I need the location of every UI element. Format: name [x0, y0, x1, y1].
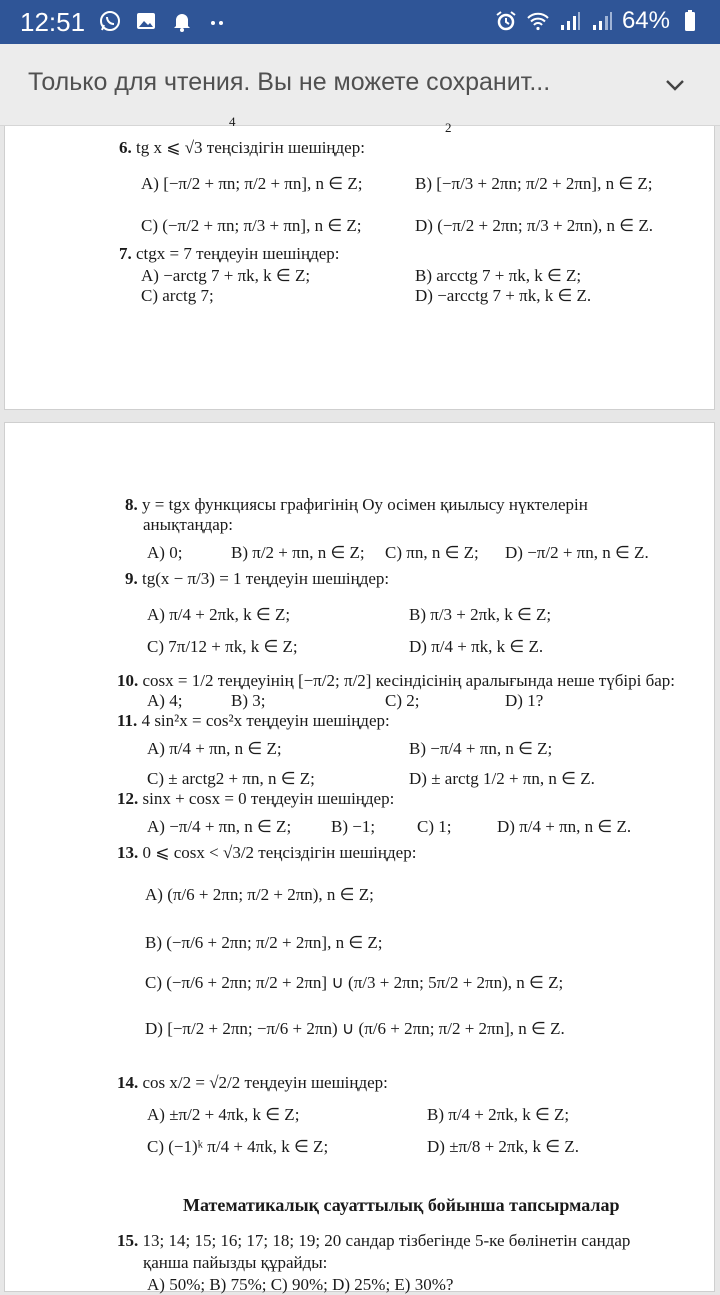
question-number: 9. — [125, 569, 138, 588]
answer-d: D) ±π/8 + 2πk, k ∈ Z. — [427, 1137, 579, 1156]
cut-off-fragment: 2 — [445, 120, 452, 135]
notification-icons — [98, 9, 230, 33]
read-only-message: Только для чтения. Вы не можете сохранит... — [28, 68, 551, 96]
answer-c: C) 2; — [385, 691, 420, 710]
answer-a: A) −arctg 7 + πk, k ∈ Z; — [141, 266, 311, 285]
battery-icon — [678, 9, 702, 33]
question-12 — [117, 789, 394, 809]
question-number: 12. — [117, 789, 139, 808]
question-6 — [119, 138, 365, 158]
answer-c: C) ± arctg2 + πn, n ∈ Z; — [147, 769, 315, 788]
answer-d: D) [−π/2 + 2πn; −π/6 + 2πn) ∪ (π/6 + 2πn; π/2 + 2πn], n ∈ Z. — [145, 1019, 565, 1038]
answer-d: D) −arcctg 7 + πk, k ∈ Z. — [415, 286, 592, 305]
answer-d: D) −π/2 + πn, n ∈ Z. — [505, 543, 649, 562]
question-text: cosx = 1/2 теңдеуінің [−π/2; π/2] кесіндісінің аралығында неше түбірі бар: — [142, 671, 675, 690]
answer-b: B) π/4 + 2πk, k ∈ Z; — [427, 1105, 570, 1124]
wifi-icon — [526, 9, 550, 33]
answer-c: C) arctg 7; — [141, 286, 214, 305]
answer-a: A) π/4 + 2πk, k ∈ Z; — [147, 605, 291, 624]
answer-d: D) ± arctg 1/2 + πn, n ∈ Z. — [409, 769, 595, 788]
section-title: Математикалық сауаттылық бойынша тапсырмалар — [183, 1195, 620, 1215]
question-text: ctgx = 7 теңдеуін шешіңдер: — [136, 244, 340, 263]
answer-a: A) [−π/2 + πn; π/2 + πn], n ∈ Z; — [141, 174, 363, 193]
answer-d: D) π/4 + πn, n ∈ Z. — [497, 817, 632, 836]
answer-b: B) −1; — [331, 817, 376, 836]
question-text: 4 sin²x = cos²x теңдеуін шешіңдер: — [141, 711, 390, 730]
answer-d: D) (−π/2 + 2πn; π/3 + 2πn), n ∈ Z. — [415, 216, 653, 235]
question-text: y = tgx функциясы графигінің Oy осімен қиылысу нүктелерін — [142, 495, 588, 514]
answer-d: D) π/4 + πk, k ∈ Z. — [409, 637, 544, 656]
document-page-2 — [4, 422, 715, 1292]
question-number: 15. — [117, 1231, 139, 1250]
answer-b: B) 3; — [231, 691, 266, 710]
question-8 — [125, 495, 588, 515]
question-text-continued: қанша пайызды құрайды: — [143, 1253, 328, 1272]
question-number: 13. — [117, 843, 139, 862]
answer-options-cut: A) 50%; B) 75%; C) 90%; D) 25%; E) 30%? — [147, 1275, 454, 1294]
answer-c: C) πn, n ∈ Z; — [385, 543, 479, 562]
alarm-clock-icon — [494, 9, 518, 33]
system-icons — [494, 7, 702, 35]
answer-b: B) π/2 + πn, n ∈ Z; — [231, 543, 365, 562]
read-only-banner[interactable] — [0, 44, 720, 126]
answer-b: B) [−π/3 + 2πn; π/2 + 2πn], n ∈ Z; — [415, 174, 653, 193]
answer-a: A) (π/6 + 2πn; π/2 + 2πn), n ∈ Z; — [145, 885, 374, 904]
question-text: 13; 14; 15; 16; 17; 18; 19; 20 сандар тізбегінде 5-ке бөлінетін сандар — [142, 1231, 631, 1250]
answer-c: C) (−1)ᵏ π/4 + 4πk, k ∈ Z; — [147, 1137, 329, 1156]
question-number: 7. — [119, 244, 132, 263]
answer-b: B) (−π/6 + 2πn; π/2 + 2πn], n ∈ Z; — [145, 933, 383, 952]
question-number: 11. — [117, 711, 138, 730]
question-text: cos x/2 = √2/2 теңдеуін шешіңдер: — [142, 1073, 388, 1092]
question-text: tg(x − π/3) = 1 теңдеуін шешіңдер: — [142, 569, 390, 588]
question-9 — [125, 569, 389, 589]
answer-b: B) π/3 + 2πk, k ∈ Z; — [409, 605, 552, 624]
answer-a: A) π/4 + πn, n ∈ Z; — [147, 739, 282, 758]
question-11 — [117, 711, 390, 731]
status-bar — [0, 0, 720, 44]
question-number: 10. — [117, 671, 139, 690]
question-14 — [117, 1073, 388, 1093]
signal-icon — [590, 9, 614, 33]
question-number: 14. — [117, 1073, 139, 1092]
alarm-bell-icon — [170, 9, 194, 33]
question-15 — [117, 1231, 630, 1251]
question-7 — [119, 244, 340, 264]
answer-a: A) 4; — [147, 691, 183, 710]
question-13 — [117, 843, 416, 863]
answer-a: A) 0; — [147, 543, 183, 562]
clock: 12:51 — [20, 7, 86, 37]
answer-c: C) 7π/12 + πk, k ∈ Z; — [147, 637, 298, 656]
whatsapp-icon — [98, 9, 122, 33]
question-number: 6. — [119, 138, 132, 157]
gallery-icon — [134, 9, 158, 33]
answer-a: A) −π/4 + πn, n ∈ Z; — [147, 817, 292, 836]
signal-icon — [558, 9, 582, 33]
answer-c: C) (−π/2 + πn; π/3 + πn], n ∈ Z; — [141, 216, 362, 235]
more-dots-icon — [206, 9, 230, 33]
cut-off-fragment: 4 — [229, 114, 236, 129]
answer-b: B) −π/4 + πn, n ∈ Z; — [409, 739, 553, 758]
chevron-down-icon[interactable] — [664, 74, 686, 96]
answer-c: C) 1; — [417, 817, 452, 836]
question-text: 0 ⩽ cosx < √3/2 теңсіздігін шешіңдер: — [142, 843, 417, 862]
answer-c: C) (−π/6 + 2πn; π/2 + 2πn] ∪ (π/3 + 2πn; 5π/2 + 2πn), n ∈ Z; — [145, 973, 564, 992]
question-10 — [117, 671, 675, 691]
battery-percent: 64% — [621, 7, 670, 34]
question-number: 8. — [125, 495, 138, 514]
document-page-1 — [4, 114, 715, 410]
question-text-continued: анықтаңдар: — [143, 515, 234, 534]
answer-b: B) arcctg 7 + πk, k ∈ Z; — [415, 266, 582, 285]
question-text: tg x ⩽ √3 теңсіздігін шешіңдер: — [136, 138, 365, 157]
question-text: sinx + cosx = 0 теңдеуін шешіңдер: — [142, 789, 395, 808]
answer-d: D) 1? — [505, 691, 544, 710]
answer-a: A) ±π/2 + 4πk, k ∈ Z; — [147, 1105, 300, 1124]
